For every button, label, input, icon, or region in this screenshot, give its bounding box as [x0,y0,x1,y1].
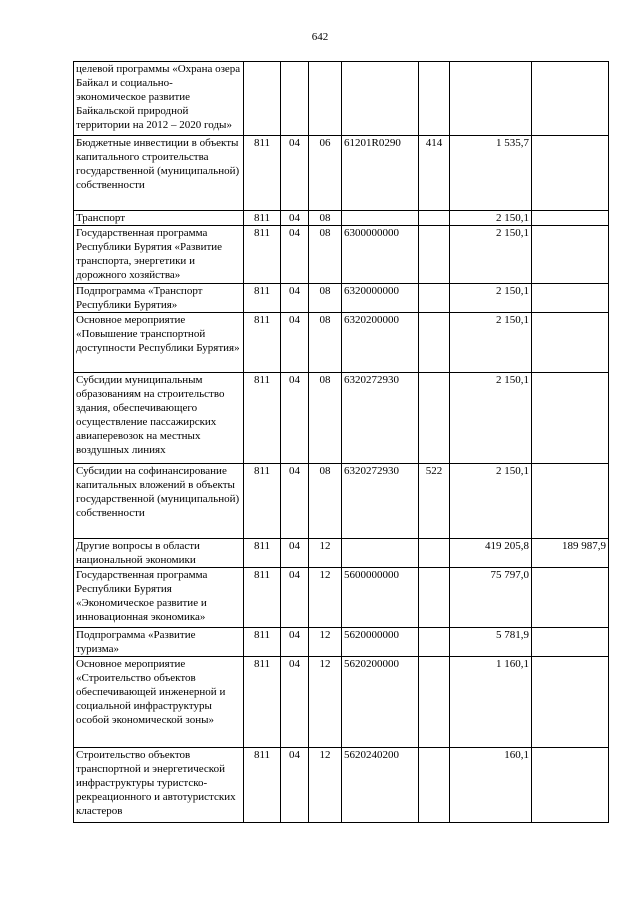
row-vr [419,284,450,313]
row-csr: 6320000000 [342,284,419,313]
row-pr: 08 [309,226,342,284]
row-ved: 811 [244,657,281,748]
row-vr [419,226,450,284]
row-vr [419,657,450,748]
row-pr: 12 [309,539,342,568]
row-rz: 04 [281,539,309,568]
row-csr [342,539,419,568]
row-csr: 5620240200 [342,748,419,823]
row-rz: 04 [281,748,309,823]
row-name: Субсидии на софинансирование капитальных вложений в объекты государственной (муниципальной) собственности [74,464,244,539]
row-ved: 811 [244,211,281,226]
row-rz: 04 [281,284,309,313]
row-rz: 04 [281,313,309,373]
row-name: Субсидии муниципальным образованиям на строительство здания, обеспечивающего осуществление пассажирских авиаперевозок на местных воздушных линиях [74,373,244,464]
row-pr: 08 [309,211,342,226]
budget-table [73,61,609,823]
table-row [74,211,609,226]
row-vr [419,373,450,464]
row-pr: 12 [309,657,342,748]
table-row [74,628,609,657]
row-sum1: 2 150,1 [450,211,532,226]
row-vr [419,628,450,657]
row-rz: 04 [281,464,309,539]
table-row [74,226,609,284]
row-pr [309,62,342,136]
row-name: Другие вопросы в области национальной экономики [74,539,244,568]
row-sum2 [532,464,609,539]
row-pr: 12 [309,628,342,657]
row-name: целевой программы «Охрана озера Байкал и социально-экономическое развитие Байкальской природной территории на 2012 – 2020 годы» [74,62,244,136]
row-name: Подпрограмма «Развитие туризма» [74,628,244,657]
row-sum2 [532,284,609,313]
row-sum1: 1 535,7 [450,136,532,211]
table-row [74,568,609,628]
row-name: Государственная программа Республики Бурятия «Развитие транспорта, энергетики и дорожного хозяйства» [74,226,244,284]
row-csr: 6320200000 [342,313,419,373]
row-sum2 [532,373,609,464]
row-ved [244,62,281,136]
row-rz: 04 [281,373,309,464]
row-ved: 811 [244,464,281,539]
row-vr [419,539,450,568]
row-sum2 [532,313,609,373]
row-name: Основное мероприятие «Повышение транспортной доступности Республики Бурятия» [74,313,244,373]
row-rz [281,62,309,136]
row-ved: 811 [244,539,281,568]
row-pr: 12 [309,568,342,628]
row-vr [419,568,450,628]
row-sum1: 2 150,1 [450,464,532,539]
table-row [74,284,609,313]
table-row [74,748,609,823]
row-csr: 5600000000 [342,568,419,628]
row-rz: 04 [281,211,309,226]
row-pr: 08 [309,464,342,539]
row-csr: 6300000000 [342,226,419,284]
row-vr [419,748,450,823]
row-name: Подпрограмма «Транспорт Республики Бурятия» [74,284,244,313]
row-rz: 04 [281,226,309,284]
table-row [74,464,609,539]
row-name: Строительство объектов транспортной и энергетической инфраструктуры туристско-рекреационного и автотуристских кластеров [74,748,244,823]
row-sum2 [532,226,609,284]
row-name: Бюджетные инвестиции в объекты капитального строительства государственной (муниципальной) собственности [74,136,244,211]
row-rz: 04 [281,136,309,211]
row-vr: 522 [419,464,450,539]
row-pr: 08 [309,313,342,373]
table-row [74,313,609,373]
table-row [74,62,609,136]
row-pr: 08 [309,284,342,313]
row-vr [419,211,450,226]
row-vr [419,62,450,136]
row-ved: 811 [244,284,281,313]
row-name: Основное мероприятие «Строительство объектов обеспечивающей инженерной и социальной инфраструктуры особой экономической зоны» [74,657,244,748]
row-rz: 04 [281,568,309,628]
row-sum1: 160,1 [450,748,532,823]
row-csr: 5620000000 [342,628,419,657]
row-vr [419,313,450,373]
row-ved: 811 [244,748,281,823]
row-ved: 811 [244,628,281,657]
table-row [74,136,609,211]
table-row [74,657,609,748]
row-csr: 6320272930 [342,464,419,539]
row-ved: 811 [244,136,281,211]
row-pr: 06 [309,136,342,211]
row-sum1: 2 150,1 [450,373,532,464]
row-sum2 [532,211,609,226]
row-ved: 811 [244,313,281,373]
page-number: 642 [311,31,329,43]
table-row [74,539,609,568]
row-csr: 5620200000 [342,657,419,748]
row-sum2 [532,657,609,748]
row-ved: 811 [244,373,281,464]
row-sum2 [532,628,609,657]
row-csr [342,211,419,226]
row-sum1: 5 781,9 [450,628,532,657]
row-sum1: 2 150,1 [450,226,532,284]
row-csr: 6320272930 [342,373,419,464]
row-ved: 811 [244,568,281,628]
row-sum2 [532,748,609,823]
row-sum1: 419 205,8 [450,539,532,568]
row-csr [342,62,419,136]
row-csr: 61201R0290 [342,136,419,211]
row-sum1: 2 150,1 [450,313,532,373]
table-body [74,62,609,823]
row-rz: 04 [281,628,309,657]
row-sum2 [532,568,609,628]
table-row [74,373,609,464]
row-sum1: 2 150,1 [450,284,532,313]
row-name: Государственная программа Республики Бурятия «Экономическое развитие и инновационная экономика» [74,568,244,628]
row-name: Транспорт [74,211,244,226]
row-sum2: 189 987,9 [532,539,609,568]
row-sum2 [532,136,609,211]
row-sum1 [450,62,532,136]
row-sum2 [532,62,609,136]
row-ved: 811 [244,226,281,284]
row-rz: 04 [281,657,309,748]
row-sum1: 75 797,0 [450,568,532,628]
row-sum1: 1 160,1 [450,657,532,748]
row-pr: 12 [309,748,342,823]
row-pr: 08 [309,373,342,464]
row-vr: 414 [419,136,450,211]
